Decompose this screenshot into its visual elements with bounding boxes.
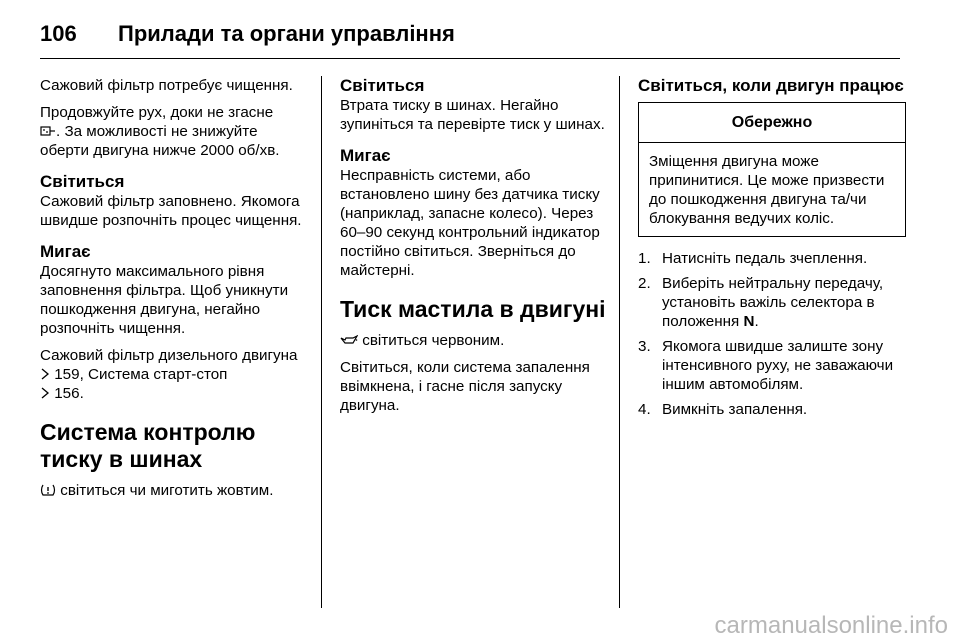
list-item: 2. Виберіть нейтральну передачу, установіть важіль селектора в положення N. [638,275,884,330]
heading-blink: Мигає [340,146,391,165]
heading-oil-pressure: Тиск мастила в двигуні [340,296,606,322]
column-divider-2 [619,76,620,608]
page-reference-link[interactable]: 159 [54,366,80,383]
paragraph-continue-driving: Продовжуйте рух, доки не згасне . За можливості не знижуйте оберти двигуна нижче 2000 об/хв. [40,104,280,159]
heading-lit: Світиться [40,172,125,191]
arrow-ref-icon [40,387,50,399]
steps-list [638,249,906,419]
arrow-ref-icon [40,368,50,380]
page-title: Прилади та органи управління [118,21,455,46]
column-right [638,76,906,425]
paragraph-blink: Досягнуто максимального рівня заповнення фільтра. Щоб уникнути пошкодження двигуна, негайно розпочніть чищення. [40,263,289,337]
page-header [40,14,455,54]
list-item: 3. Якомога швидше залиште зону інтенсивного руху, не заважаючи іншим автомобілям. [638,338,894,393]
column-divider-1 [321,76,322,608]
paragraph-tpms: світиться чи миготить жовтим. [40,481,308,500]
column-middle [340,76,608,423]
warning-title: Обережно [639,103,905,143]
exhaust-filter-icon [40,124,56,138]
paragraph-oil-icon: світиться червоним. [340,331,608,350]
paragraph-lit: Втрата тиску в шинах. Негайно зупиніться та перевірте тиск у шинах. [340,97,605,133]
tyre-pressure-icon [40,483,56,497]
header-divider [40,58,900,59]
warning-text: Зміщення двигуна може припинитися. Це може призвести до пошкодження двигуна та/чи блокування ведучих коліс. [649,153,885,227]
list-item: 1. Натисніть педаль зчеплення. [638,250,868,267]
watermark: carmanualsonline.info [714,612,948,639]
heading-engine-running: Світиться, коли двигун працює [638,76,904,95]
column-left [40,76,308,508]
heading-lit: Світиться [340,76,425,95]
paragraph-diesel-filter: Сажовий фільтр дизельного двигуна 159, Система старт-стоп 156. [40,347,298,402]
heading-tpms: Система контролю тиску в шинах [40,419,256,472]
paragraph-blink: Несправність системи, або встановлено шину без датчика тиску (наприклад, запасне колесо). Через 60–90 секунд контрольний індикатор постійно світиться. Зверніться до майстерні. [340,167,600,279]
paragraph-filter-cleaning: Сажовий фільтр потребує чищення. [40,77,293,94]
paragraph-lit: Сажовий фільтр заповнено. Якомога швидше розпочніть процес чищення. [40,193,302,229]
heading-blink: Мигає [40,242,91,261]
paragraph-oil: Світиться, коли система запалення ввімкнена, і гасне після запуску двигуна. [340,359,590,414]
warning-box [638,102,906,237]
list-item: 4. Вимкніть запалення. [638,401,808,418]
oil-can-icon [340,333,358,347]
page-reference-link[interactable]: 156 [54,385,80,402]
page-number: 106 [40,21,77,46]
